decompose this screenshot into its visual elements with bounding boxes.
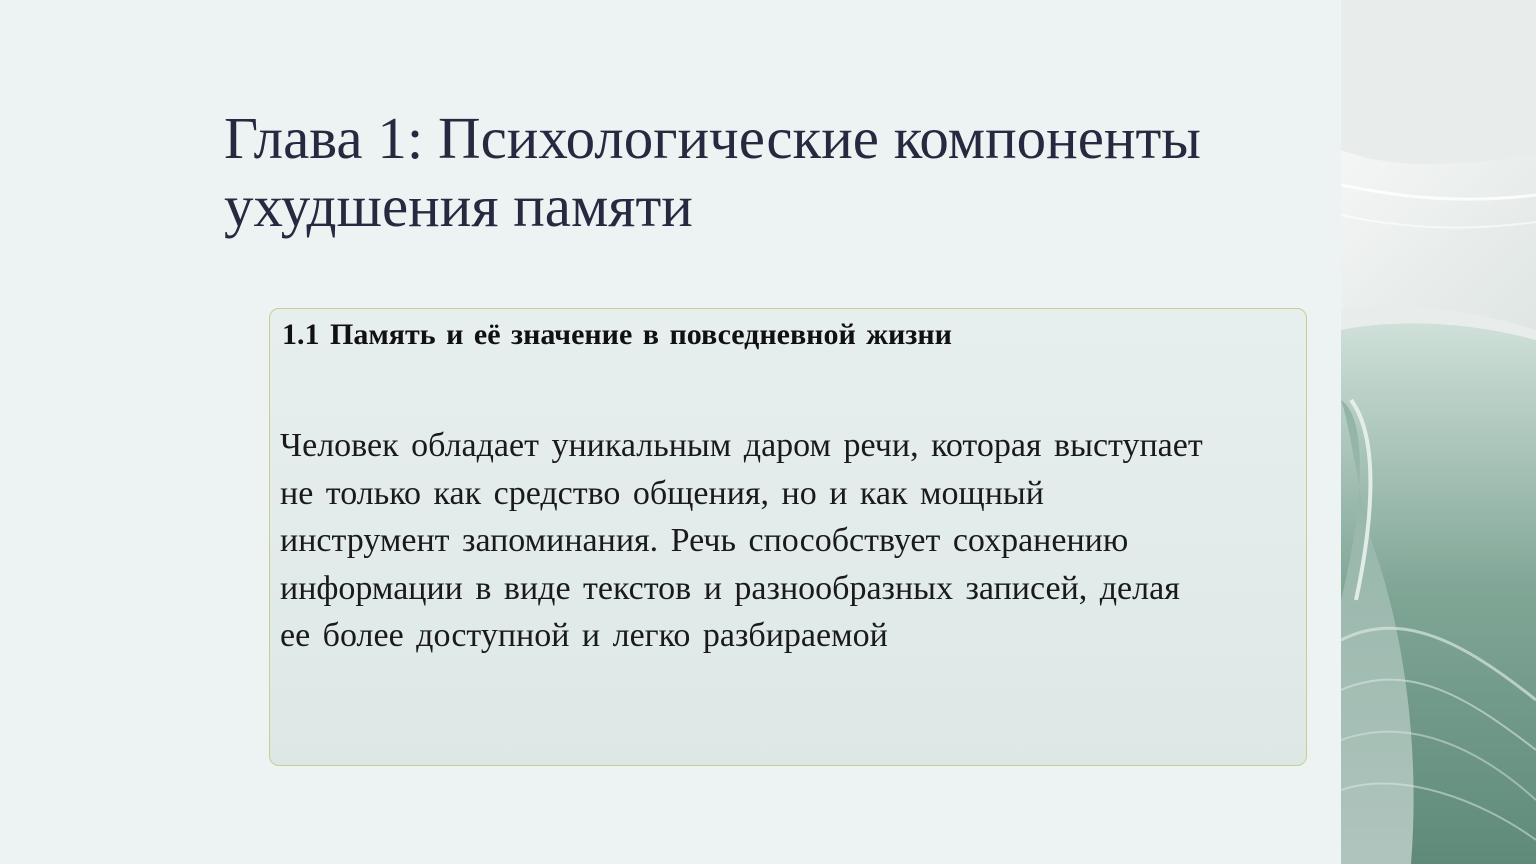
slide-title: Глава 1: Психологические компоненты ухудшения памяти [224, 105, 1201, 239]
content-card [269, 308, 1307, 766]
section-body-text: Человек обладает уникальным даром речи, которая выступает не только как средство общения, но и как мощный инструмент запоминания. Речь способствует сохранению информации в виде текстов и разнообразных записей, делая ее более доступной и легко разбираемой [280, 427, 1203, 654]
wave-decoration-image [1341, 0, 1536, 864]
section-heading: 1.1 Память и её значение в повседневной жизни [282, 318, 952, 351]
